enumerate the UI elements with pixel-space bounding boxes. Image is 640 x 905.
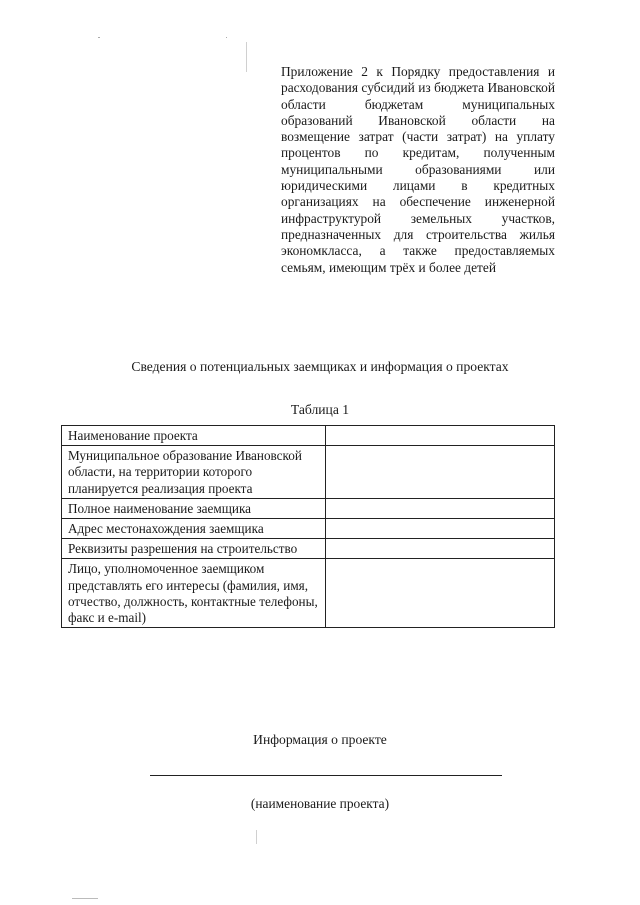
row-value	[326, 559, 555, 628]
table-row	[62, 559, 555, 628]
table-row	[62, 426, 555, 446]
row-value	[326, 519, 555, 539]
table-row	[62, 498, 555, 518]
row-value	[326, 498, 555, 518]
project-name-line	[150, 775, 502, 776]
scan-speck	[246, 42, 247, 72]
scan-speck	[72, 898, 98, 899]
scan-speck	[256, 830, 257, 844]
row-label: Полное наименование заемщика	[62, 498, 326, 518]
scan-speck	[226, 37, 227, 38]
row-label: Лицо, уполномоченное заемщиком представлять его интересы (фамилия, имя, отчество, должность, контактные телефоны, факс и e-mail)	[62, 559, 326, 628]
project-name-caption: (наименование проекта)	[250, 796, 390, 811]
row-value	[326, 426, 555, 446]
row-value	[326, 446, 555, 499]
row-label: Реквизиты разрешения на строительство	[62, 539, 326, 559]
table-row	[62, 539, 555, 559]
row-label: Наименование проекта	[62, 426, 326, 446]
document-heading: Сведения о потенциальных заемщиках и информация о проектах	[131, 359, 509, 374]
table-row	[62, 446, 555, 499]
table-caption: Таблица 1	[290, 402, 350, 417]
scan-speck	[98, 37, 100, 38]
row-label: Адрес местонахождения заемщика	[62, 519, 326, 539]
appendix-reference: Приложение 2 к Порядку предоставления и расходования субсидий из бюджета Ивановской области бюджетам муниципальных образований Ивановской области на возмещение затрат (части затрат) на уплату процентов по кредитам, полученным муниципальными образованиями или юридическими лицами в кредитных организациях на обеспечение инженерной инфраструктурой земельных участков, предназначенных для строительства жилья экономкласса, а также предоставляемых семьям, имеющим трёх и более детей	[281, 64, 555, 275]
row-value	[326, 539, 555, 559]
project-info-heading: Информация о проекте	[253, 732, 387, 747]
row-label: Муниципальное образование Ивановской области, на территории которого планируется реализация проекта	[62, 446, 326, 499]
borrower-info-table	[61, 425, 555, 628]
table-row	[62, 519, 555, 539]
